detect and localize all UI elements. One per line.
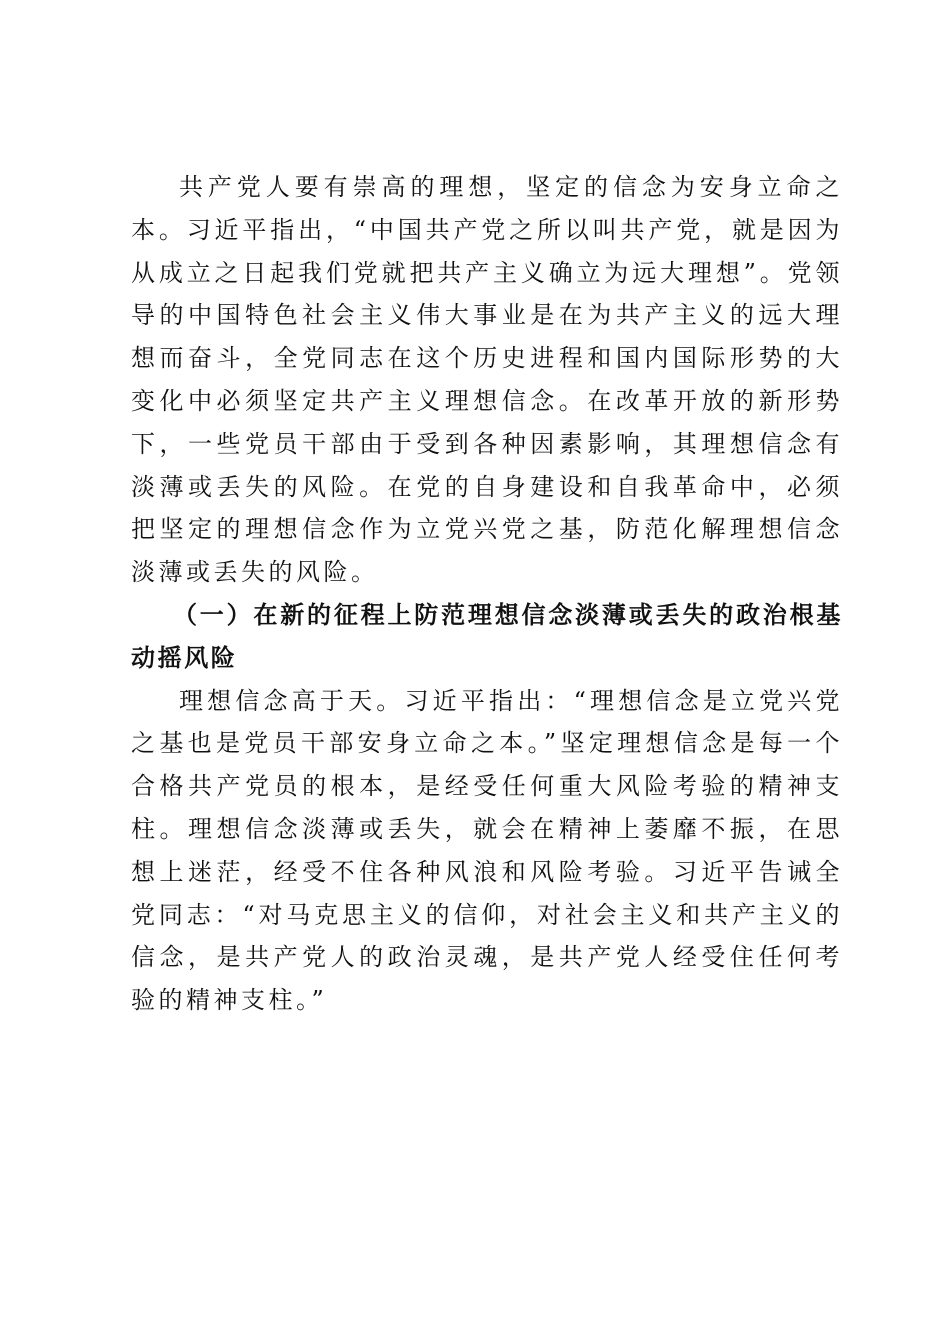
paragraph-intro: 共产党人要有崇高的理想，坚定的信念为安身立命之本。习近平指出，“中国共产党之所以叫共产党，就是因为从成立之日起我们党就把共产主义确立为远大理想”。党领导的中国特色社会主义伟大事业是在为共产主义的远大理想而奋斗，全党同志在这个历史进程和国内国际形势的大变化中必须坚定共产主义理想信念。在改革开放的新形势下，一些党员干部由于受到各种因素影响，其理想信念有淡薄或丢失的风险。在党的自身建设和自我革命中，必须把坚定的理想信念作为立党兴党之基，防范化解理想信念淡薄或丢失的风险。 (131, 173, 843, 587)
section-heading-1: （一）在新的征程上防范理想信念淡薄或丢失的政治根基动摇风险 (131, 600, 843, 672)
document-body (131, 166, 843, 1022)
paragraph-section-1: 理想信念高于天。习近平指出：“理想信念是立党兴党之基也是党员干部安身立命之本。”坚定理想信念是每一个合格共产党员的根本，是经受任何重大风险考验的精神支柱。理想信念淡薄或丢失，就会在精神上萎靡不振，在思想上迷茫，经受不住各种风浪和风险考验。习近平告诫全党同志：“对马克思主义的信仰，对社会主义和共产主义的信念，是共产党人的政治灵魂，是共产党人经受住任何考验的精神支柱。” (131, 686, 843, 1015)
